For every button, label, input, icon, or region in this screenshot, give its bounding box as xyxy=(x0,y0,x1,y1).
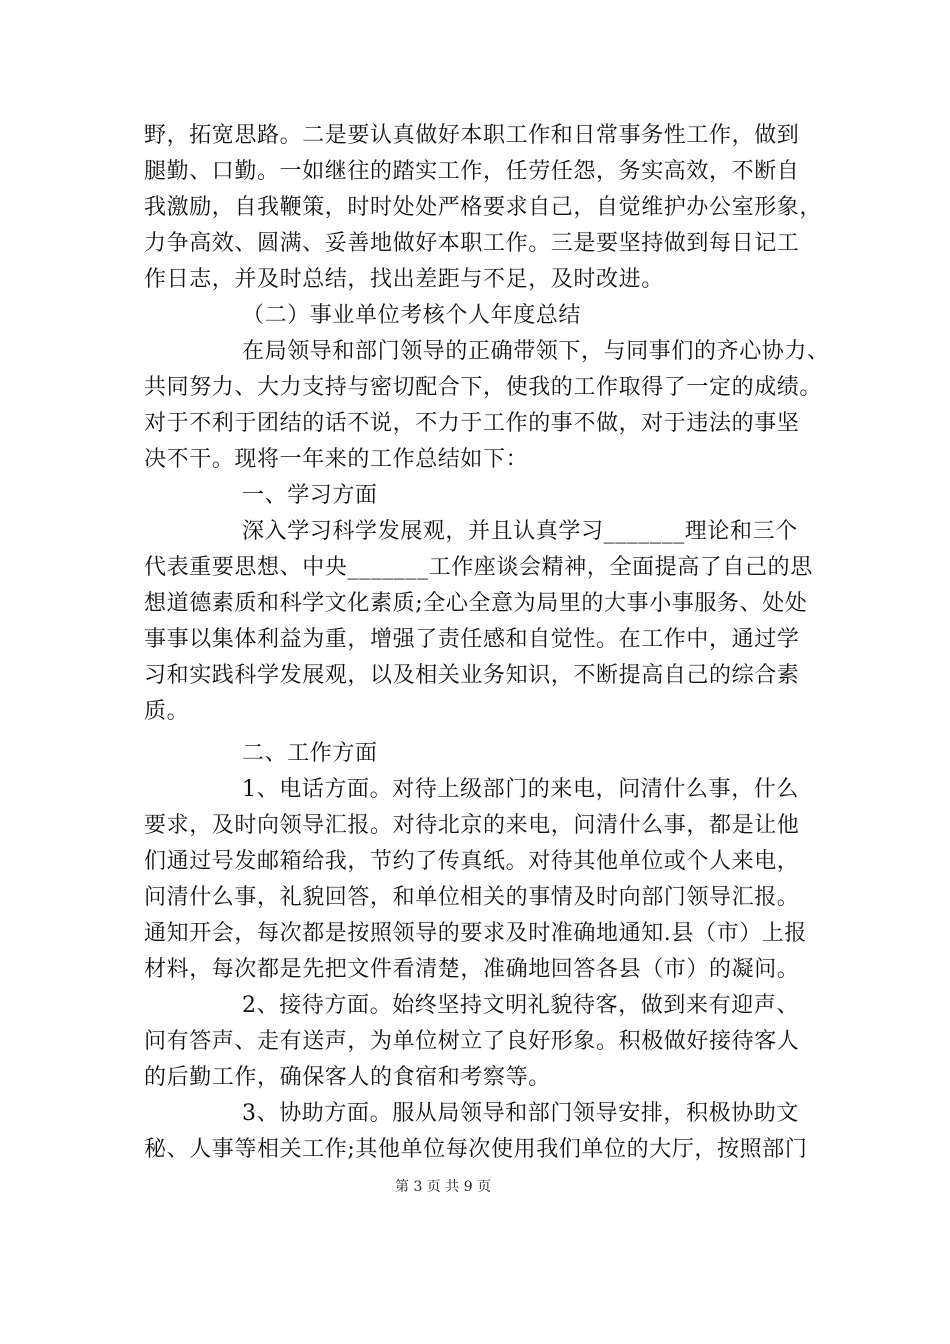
text-line: 材料，每次都是先把文件看清楚，准确地回答各县（市）的凝问。 xyxy=(144,957,800,982)
section-heading: 一、学习方面 xyxy=(242,483,378,508)
text-line: 决不干。现将一年来的工作总结如下： xyxy=(144,447,529,472)
text-line: 习和实践科学发展观，以及相关业务知识，不断提高自己的综合素 xyxy=(144,663,800,688)
text-line: 野，拓宽思路。二是要认真做好本职工作和日常事务性工作，做到 xyxy=(144,123,800,148)
page-number: 第 3 页 共 9 页 xyxy=(395,1179,492,1195)
text-line: 我激励，自我鞭策，时时处处严格要求自己，自觉维护办公室形象， xyxy=(144,195,823,220)
paragraph-first-line: 1、电话方面。对待上级部门的来电，问清什么事，什么 xyxy=(242,777,799,802)
text-line: 代表重要思想、中央_______工作座谈会精神，全面提高了自己的思 xyxy=(144,555,813,580)
section-heading: （二）事业单位考核个人年度总结 xyxy=(242,303,582,328)
text-line: 作日志，并及时总结，找出差距与不足，及时改进。 xyxy=(144,267,664,292)
paragraph-first-line: 3、协助方面。服从局领导和部门领导安排，积极协助文 xyxy=(242,1101,799,1126)
text-line: 腿勤、口勤。一如继往的踏实工作，任劳任怨，务实高效，不断自 xyxy=(144,159,800,184)
text-line: 们通过号发邮箱给我，节约了传真纸。对待其他单位或个人来电， xyxy=(144,849,800,874)
text-line: 的后勤工作，确保客人的食宿和考察等。 xyxy=(144,1065,551,1090)
paragraph-first-line: 在局领导和部门领导的正确带领下，与同事们的齐心协力、 xyxy=(242,339,830,364)
text-line: 通知开会，每次都是按照领导的要求及时准确地通知.县（市）上报 xyxy=(144,921,807,946)
text-line: 问有答声、走有送声，为单位树立了良好形象。积极做好接待客人 xyxy=(144,1029,800,1054)
text-line: 事事以集体利益为重，增强了责任感和自觉性。在工作中，通过学 xyxy=(144,627,800,652)
text-line: 问清什么事，礼貌回答，和单位相关的事情及时向部门领导汇报。 xyxy=(144,885,800,910)
paragraph-first-line: 深入学习科学发展观，并且认真学习_______理论和三个 xyxy=(242,519,798,544)
paragraph-first-line: 2、接待方面。始终坚持文明礼貌待客，做到来有迎声、 xyxy=(242,993,799,1018)
text-line: 力争高效、圆满、妥善地做好本职工作。三是要坚持做到每日记工 xyxy=(144,231,800,256)
text-line: 想道德素质和科学文化素质;全心全意为局里的大事小事服务、处处 xyxy=(144,591,808,616)
section-heading: 二、工作方面 xyxy=(242,741,378,766)
text-line: 秘、人事等相关工作;其他单位每次使用我们单位的大厅，按照部门 xyxy=(144,1137,808,1162)
text-line: 对于不利于团结的话不说，不力于工作的事不做，对于违法的事坚 xyxy=(144,411,800,436)
document-body xyxy=(144,118,830,1168)
text-line: 共同努力、大力支持与密切配合下，使我的工作取得了一定的成绩。 xyxy=(144,375,823,400)
text-line: 质。 xyxy=(144,699,190,724)
text-line: 要求，及时向领导汇报。对待北京的来电，问清什么事，都是让他 xyxy=(144,813,800,838)
